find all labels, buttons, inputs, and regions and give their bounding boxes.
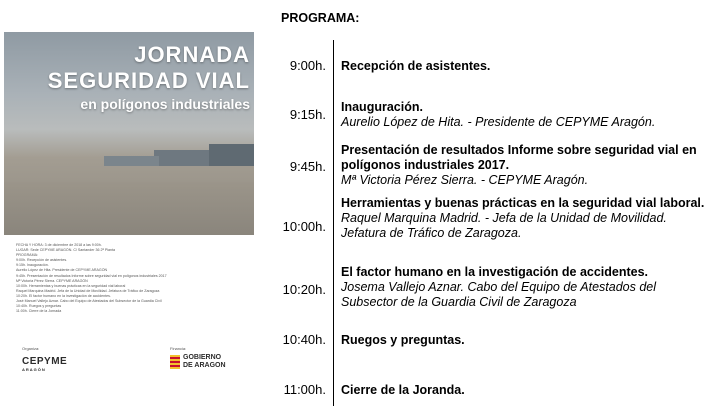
aragon-flag-icon [170,355,180,369]
program-item-title: El factor humano en la investigación de accidentes. [341,265,649,279]
program-item-speaker: Aurelio López de Hita. - Presidente de CEPYME Aragón. [341,115,656,129]
poster-detail-line: 9:45h. Presentación de resultados Informe sobre seguridad vial en polígonos industriales 2017 [16,273,167,278]
time-label: 10:20h. [282,282,326,297]
cepyme-logo-sub: ARAGÓN [22,367,46,372]
program-item-title: Inauguración. [341,100,423,114]
gobierno-logo-line1: GOBIERNO [183,354,222,361]
poster-detail-line: Aurelio López de Hita. Presidente de CEPYME ARAGÓN [16,268,108,273]
poster-footer [18,346,246,376]
poster-detail-line: Mª Victoria Pérez Sierra. CEPYME ARAGÓN [16,278,88,283]
program-item [341,143,725,188]
program-item [341,196,725,241]
program-item [341,59,725,74]
poster-details [16,243,246,339]
program-item-title: Ruegos y preguntas. [341,333,465,347]
time-label: 9:15h. [289,107,326,122]
poster-photo [4,32,254,235]
timeline-divider [333,40,334,406]
time-label: 11:00h. [283,382,326,397]
poster-title-line3: en polígonos industriales [80,96,250,112]
program-item [341,383,725,398]
program-item-title: Cierre de la Joranda. [341,383,465,397]
program-item [341,265,725,310]
organiza-label: Organiza: [22,346,40,351]
time-label: 9:00h. [289,58,326,73]
poster-detail-line: PROGRAMA: [16,253,38,258]
program-item-speaker: Raquel Marquina Madrid. - Jefa de la Unidad de Movilidad. [341,211,667,225]
cepyme-logo-text: CEPYME [22,356,68,367]
program-item-speaker: Mª Victoria Pérez Sierra. - CEPYME Aragón. [341,173,589,187]
poster-detail-line: Raquel Marquina Madrid. Jefa de la Unidad de Movilidad. Jefatura de Tráfico de Zaragoza [16,288,160,293]
event-poster [4,32,254,374]
program-item-title: Herramientas y buenas prácticas en la seguridad vial laboral. [341,196,705,210]
poster-detail-line: 11:00h. Cierre de la Jornada [16,309,62,314]
poster-detail-line: 10:40h. Ruegos y preguntas [16,304,62,309]
poster-detail-line: FECHA Y HORA: 3 de diciembre de 2018 a las 9:00h. [16,243,102,247]
poster-detail-line: 10:00h. Herramientas y buenas prácticas en la seguridad vial laboral [16,283,126,288]
poster-title [4,42,250,114]
poster-detail-line: 9:00h. Recepción de asistentes. [16,258,68,263]
poster-title-line2: SEGURIDAD VIAL [47,68,250,93]
program-item-speaker: Josema Vallejo Aznar. Cabo del Equipo de Atestados del [341,280,657,294]
program-item [341,100,725,130]
poster-title-line1: JORNADA [134,42,250,67]
program-item-title: Presentación de resultados Informe sobre seguridad vial en polígonos industriales 2017. [341,143,697,172]
gobierno-aragon-logo [170,353,250,373]
program-item-speaker: Subsector de la Guardia Civil de Zaragoza [341,295,577,309]
program-item [341,333,725,348]
time-label: 9:45h. [289,159,326,174]
gobierno-logo-line2: DE ARAGON [183,361,226,369]
time-label: 10:00h. [282,219,326,234]
poster-detail-line: 10:20h. El factor humano en la investigación de accidentes. [16,293,111,298]
poster-detail-line: 9:15h. Inauguración. [16,263,49,268]
poster-detail-line: LUGAR: Sede CEPYME ARAGÓN. C/ Santander 36 2ª Planta [16,248,116,253]
poster-detail-line: José Manuel Vallejo Aznar. Cabo del Equipo de Atestados del Subsector de la Guardia Civil [16,299,162,304]
financia-label: Financia: [170,346,187,351]
program-item-title: Recepción de asistentes. [341,59,491,73]
time-label: 10:40h. [282,332,326,347]
cepyme-logo [22,356,67,372]
programa-title: PROGRAMA: [281,11,360,25]
program-item-speaker: Jefatura de Tráfico de Zaragoza. [341,226,522,240]
